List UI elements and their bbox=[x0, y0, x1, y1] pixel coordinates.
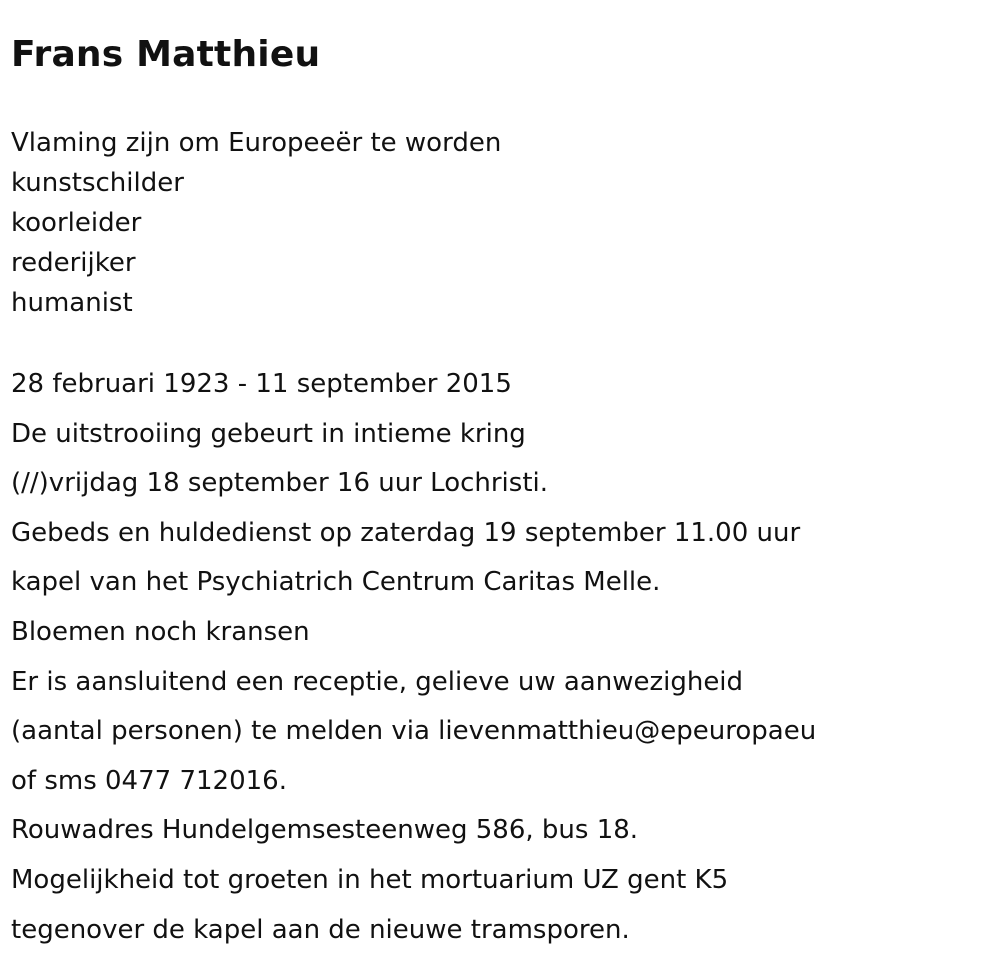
detail-line: Rouwadres Hundelgemsesteenweg 586, bus 18. bbox=[11, 815, 639, 846]
detail-line: Er is aansluitend een receptie, gelieve uw aanwezigheid bbox=[11, 666, 744, 697]
detail-line: of sms 0477 712016. bbox=[11, 765, 287, 796]
detail-line: Mogelijkheid tot groeten in het mortuarium UZ gent K5 bbox=[11, 864, 729, 895]
role-line: rederijker bbox=[11, 248, 136, 278]
life-dates: 28 februari 1923 - 11 september 2015 bbox=[11, 369, 512, 399]
page-title: Frans Matthieu bbox=[11, 34, 321, 75]
role-line: kunstschilder bbox=[11, 168, 184, 198]
detail-line: (//)vrijdag 18 september 16 uur Lochristi. bbox=[11, 468, 549, 499]
detail-line: kapel van het Psychiatrich Centrum Caritas Melle. bbox=[11, 567, 661, 598]
detail-line: De uitstrooiing gebeurt in intieme kring bbox=[11, 418, 526, 449]
detail-line: tegenover de kapel aan de nieuwe tramsporen. bbox=[11, 914, 630, 945]
detail-line: Gebeds en huldedienst op zaterdag 19 september 11.00 uur bbox=[11, 517, 801, 548]
details-block bbox=[11, 360, 816, 955]
role-line: koorleider bbox=[11, 208, 142, 238]
detail-line: (aantal personen) te melden via lievenmatthieu@epeuropaeu bbox=[11, 716, 817, 747]
role-line: Vlaming zijn om Europeeër te worden bbox=[11, 128, 502, 158]
detail-line: Bloemen noch kransen bbox=[11, 616, 310, 647]
role-line: humanist bbox=[11, 288, 133, 318]
roles-list bbox=[11, 123, 501, 323]
